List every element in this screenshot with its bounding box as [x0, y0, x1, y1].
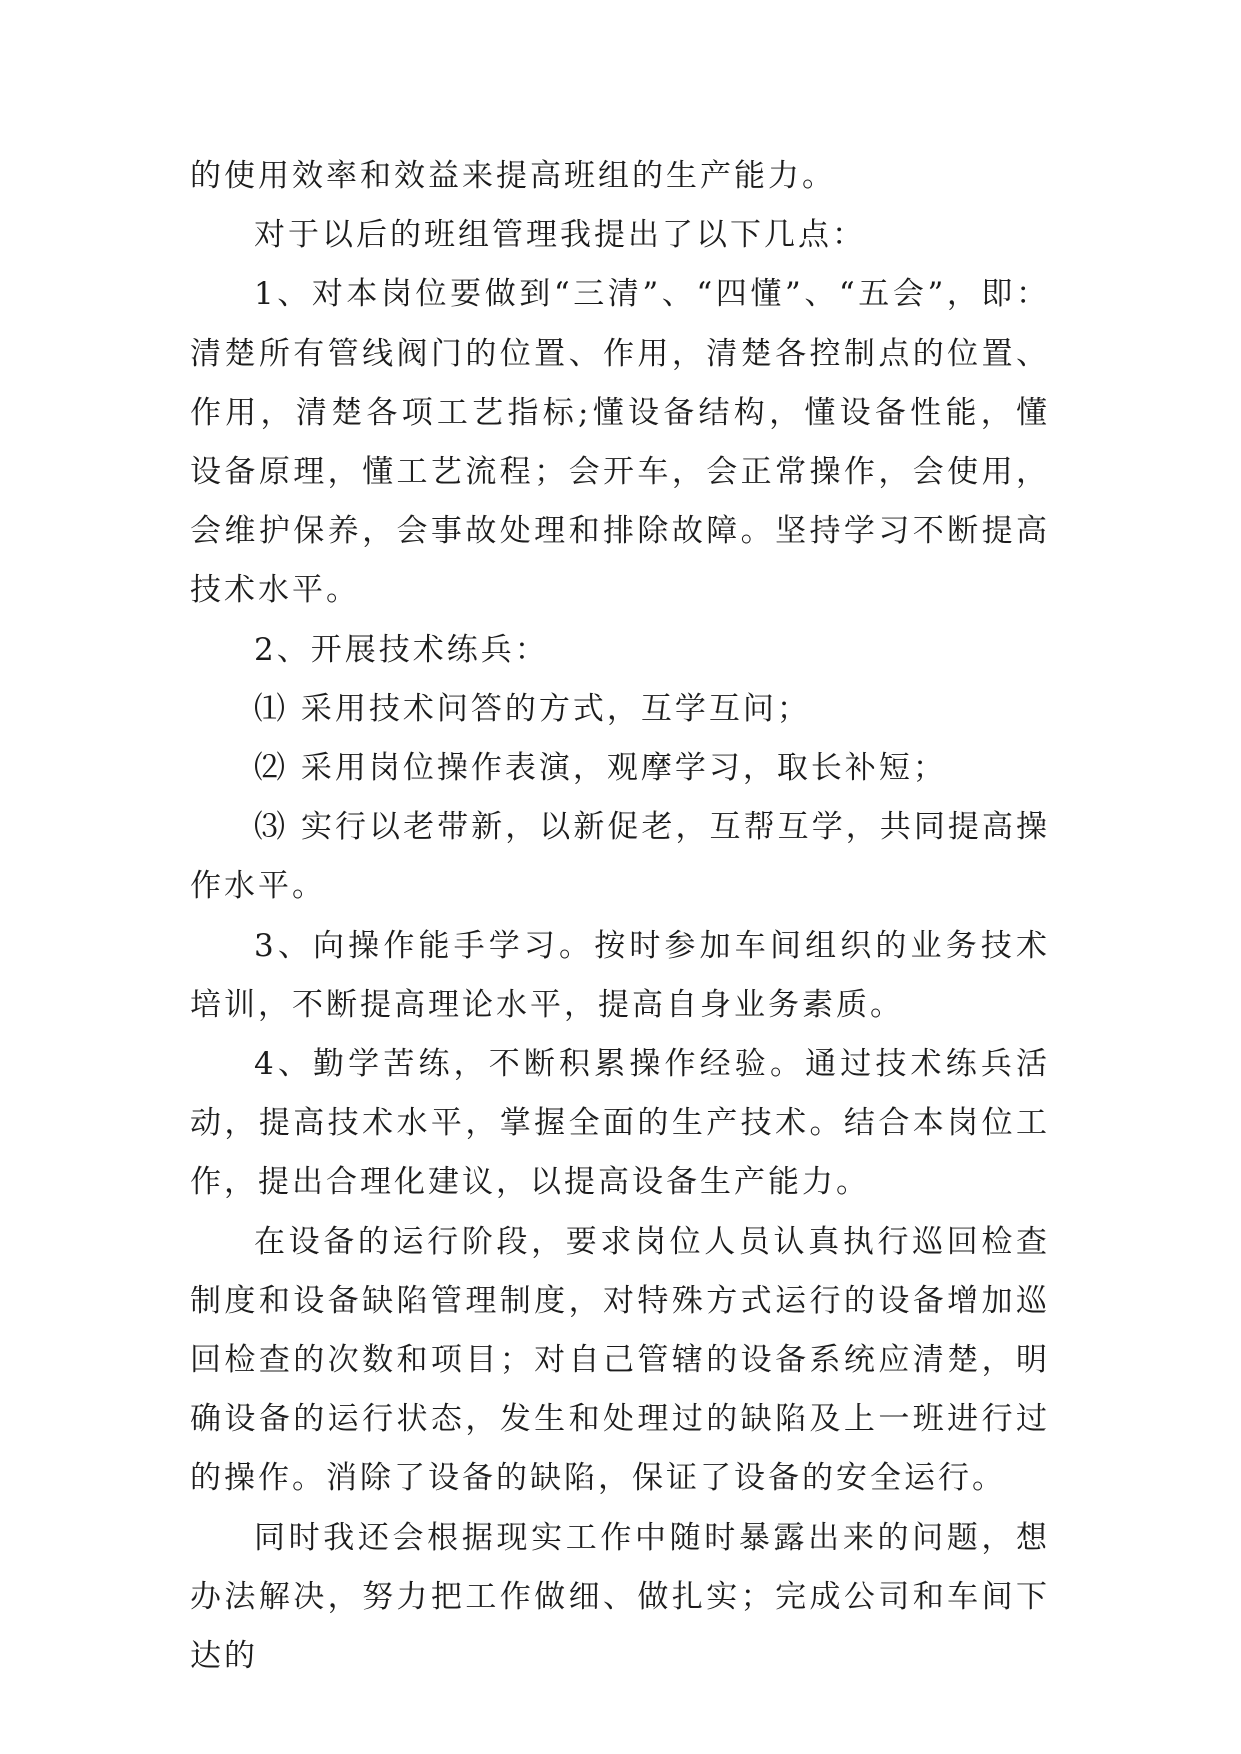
paragraph-1: 的使用效率和效益来提高班组的生产能力。	[190, 158, 836, 194]
paragraph-8: 3、向操作能手学习。按时参加车间组织的业务技术培训，不断提高理论水平，提高自身业务素质。	[190, 927, 1050, 1023]
paragraph-4: 2、开展技术练兵：	[254, 631, 549, 668]
document-body	[190, 147, 1050, 1686]
paragraph-10: 在设备的运行阶段，要求岗位人员认真执行巡回检查制度和设备缺陷管理制度，对特殊方式运行的设备增加巡回检查的次数和项目；对自己管辖的设备系统应清楚，明确设备的运行状态，发生和处理过的缺陷及上一班进行过的操作。消除了设备的缺陷，保证了设备的安全运行。	[190, 1223, 1050, 1497]
paragraph-3: 1、对本岗位要做到“三清”、“四懂”、“五会”，即：清楚所有管线阀门的位置、作用，清楚各控制点的位置、作用，清楚各项工艺指标;懂设备结构，懂设备性能，懂设备原理，懂工艺流程；会开车，会正常操作，会使用，会维护保养，会事故处理和排除故障。坚持学习不断提高技术水平。	[190, 276, 1050, 609]
paragraph-7: ⑶ 实行以老带新，以新促老，互帮互学，共同提高操作水平。	[190, 809, 1050, 905]
paragraph-2: 对于以后的班组管理我提出了以下几点：	[254, 217, 866, 254]
paragraph-5: ⑴ 采用技术问答的方式，互学互问；	[254, 690, 811, 727]
paragraph-9: 4、勤学苦练，不断积累操作经验。通过技术练兵活动，提高技术水平，掌握全面的生产技术。结合本岗位工作，提出合理化建议，以提高设备生产能力。	[190, 1046, 1050, 1201]
paragraph-11: 同时我还会根据现实工作中随时暴露出来的问题，想办法解决，努力把工作做细、做扎实；完成公司和车间下达的	[190, 1519, 1050, 1675]
paragraph-6: ⑵ 采用岗位操作表演，观摩学习，取长补短；	[254, 750, 947, 787]
